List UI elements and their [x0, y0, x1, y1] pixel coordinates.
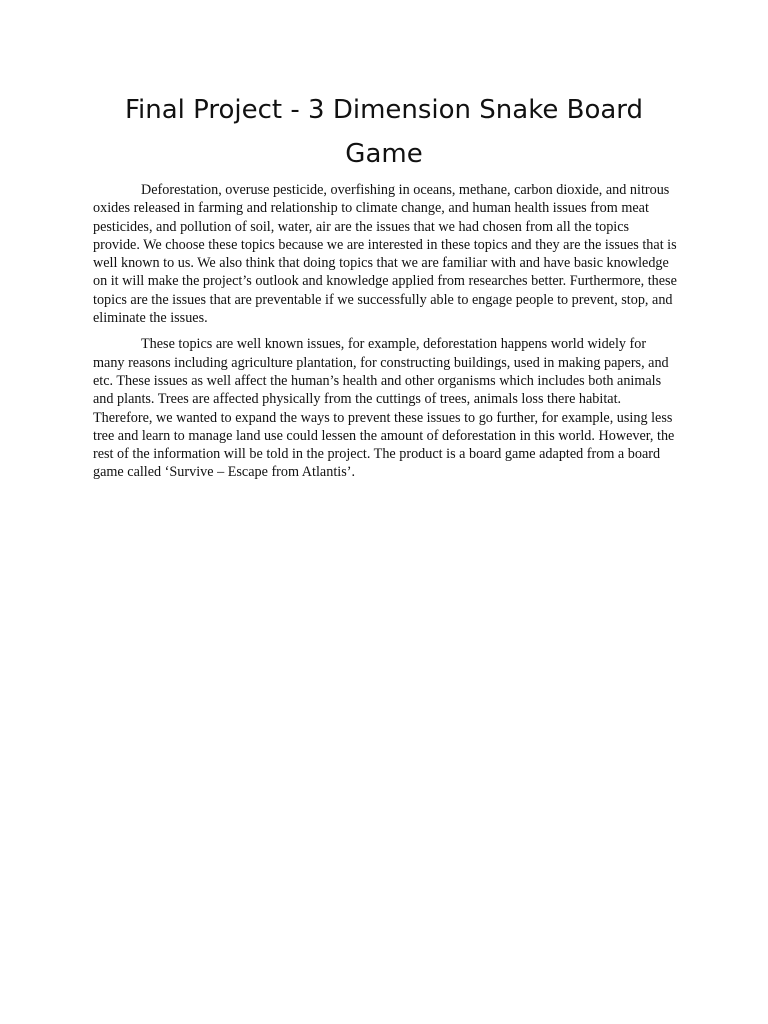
paragraph-2: These topics are well known issues, for example, deforestation happens world widely for many reasons including agriculture plantation, for constructing buildings, used in making papers, and etc. These issues as well affect the human’s health and other organisms which includes both animals and plants. Trees are affected physically from the cuttings of trees, animals loss there habitat. Therefore, we wanted to expand the ways to prevent these issues to go further, for example, using less tree and learn to manage land use could lessen the amount of deforestation in this world. However, the rest of the information will be told in the project. The product is a board game adapted from a board game called ‘Survive – Escape from Atlantis’. — [93, 336, 675, 481]
paragraph-1: Deforestation, overuse pesticide, overfishing in oceans, methane, carbon dioxide, and nitrous oxides released in farming and relationship to climate change, and human health issues from meat pesticides, and pollution of soil, water, air are the issues that we had chosen from all the topics provide. We choose these topics because we are interested in these topics and they are the issues that is well known to us. We also think that doing topics that we are familiar with and have basic knowledge on it will make the project’s outlook and knowledge applied from researches better. Furthermore, these topics are the issues that are preventable if we successfully able to engage people to prevent, stop, and eliminate the issues. — [93, 182, 677, 327]
document-body — [93, 181, 677, 490]
document-title: Final Project - 3 Dimension Snake Board Game — [124, 95, 644, 169]
